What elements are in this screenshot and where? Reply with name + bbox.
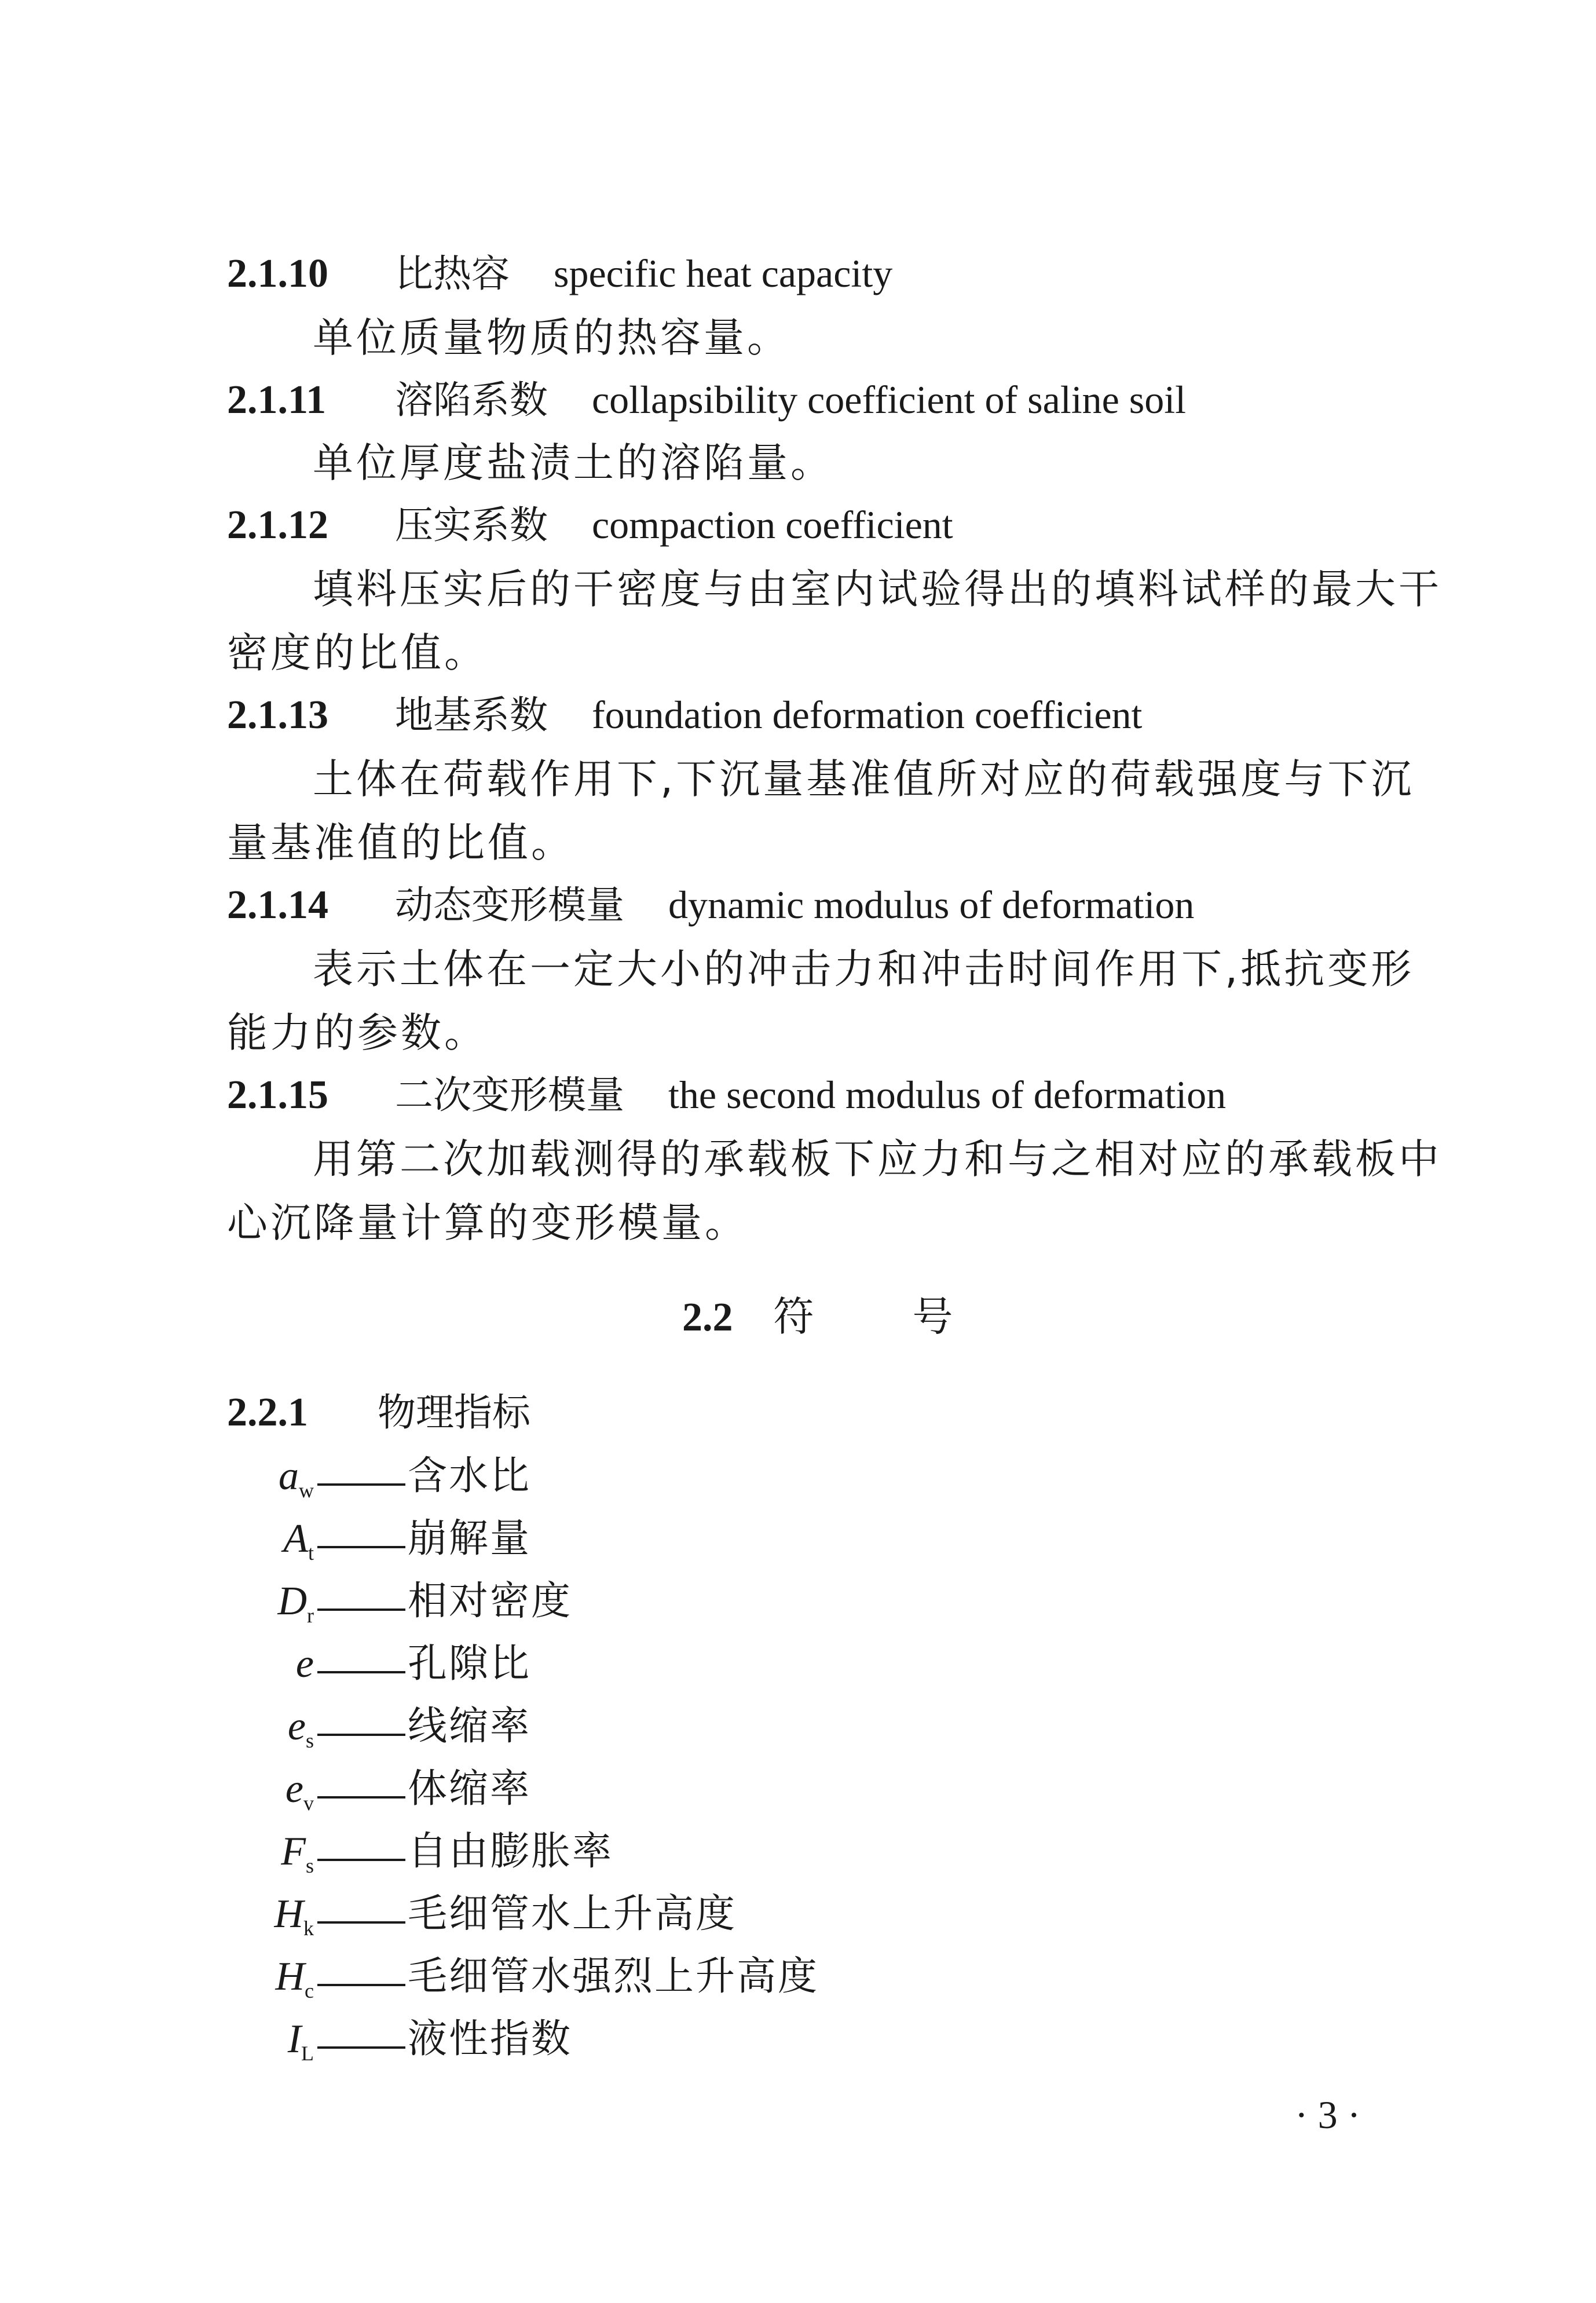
em-dash	[317, 1859, 405, 1861]
em-dash	[317, 1921, 405, 1924]
term-chinese: 比热容	[395, 251, 510, 296]
term-definition: 单位质量物质的热容量。	[313, 314, 790, 361]
em-dash	[317, 1483, 405, 1486]
symbol-definition: 液性指数	[408, 2016, 573, 2062]
em-dash	[317, 1671, 405, 1673]
term-2-1-10-heading	[227, 251, 893, 296]
term-2-1-14-heading	[227, 885, 1194, 926]
symbol: $I_L$	[287, 2017, 314, 2065]
subsection-heading	[227, 1392, 574, 1433]
subsection-number: 2.2.1	[227, 1390, 308, 1435]
term-2-1-11-heading	[227, 380, 1186, 421]
symbol-row	[186, 1641, 532, 1688]
symbol-row	[186, 1516, 532, 1564]
em-dash	[317, 2046, 405, 2049]
term-definition: 土体在荷载作用下,下沉量基准值所对应的荷载强度与下沉	[313, 755, 1415, 803]
symbol-definition: 线缩率	[408, 1704, 532, 1749]
em-dash	[317, 1796, 405, 1798]
symbol-definition: 含水比	[408, 1453, 532, 1499]
symbol: $F_s$	[281, 1829, 314, 1877]
em-dash	[317, 1609, 405, 1611]
term-chinese: 地基系数	[395, 693, 548, 737]
term-definition: 用第二次加载测得的承载板下应力和与之相对应的承载板中	[313, 1135, 1442, 1183]
term-english: compaction coefficient	[592, 503, 953, 547]
em-dash	[317, 1984, 405, 1986]
symbol-definition: 相对密度	[408, 1578, 573, 1624]
page-number: · 3 ·	[1295, 2093, 1361, 2137]
term-number: 2.1.12	[227, 503, 328, 547]
symbol-row	[186, 2016, 573, 2065]
term-definition: 单位厚度盐渍土的溶陷量。	[313, 439, 834, 487]
term-definition: 表示土体在一定大小的冲击力和冲击时间作用下,抵抗变形	[313, 945, 1415, 993]
term-definition-cont: 密度的比值。	[227, 629, 488, 677]
em-dash	[317, 1734, 405, 1736]
section-title: 符号	[773, 1293, 1052, 1340]
term-chinese: 压实系数	[395, 503, 548, 547]
term-number: 2.1.13	[227, 693, 328, 737]
symbol-definition: 毛细管水强烈上升高度	[408, 1954, 819, 1999]
symbol-row	[186, 1706, 531, 1751]
term-definition: 填料压实后的干密度与由室内试验得出的填料试样的最大干	[313, 565, 1442, 613]
symbol-row	[186, 1766, 532, 1815]
term-english: the second modulus of deformation	[668, 1073, 1227, 1117]
term-english: collapsibility coefficient of saline soil	[592, 378, 1187, 422]
symbol-row	[186, 1453, 532, 1502]
term-chinese: 溶陷系数	[395, 378, 548, 422]
term-2-1-15-heading	[227, 1075, 1226, 1116]
symbol: $H_k$	[274, 1892, 314, 1940]
section-number: 2.2	[682, 1295, 733, 1340]
em-dash	[317, 1546, 405, 1548]
subsection-title: 物理指标	[378, 1390, 530, 1435]
term-number: 2.1.11	[227, 378, 327, 422]
term-number: 2.1.14	[227, 883, 328, 927]
term-english: dynamic modulus of deformation	[668, 883, 1195, 927]
term-number: 2.1.10	[227, 251, 328, 296]
symbol-definition: 崩解量	[408, 1516, 532, 1562]
symbol-row	[186, 1578, 573, 1627]
symbol: $a_w$	[279, 1454, 314, 1502]
symbol-definition: 自由膨胀率	[408, 1829, 614, 1874]
symbol: $e_s$	[287, 1704, 314, 1752]
term-english: foundation deformation coefficient	[592, 693, 1143, 737]
symbol-row	[186, 1829, 614, 1877]
term-definition-cont: 心沉降量计算的变形模量。	[227, 1199, 748, 1246]
symbol: e	[295, 1642, 314, 1686]
term-2-1-12-heading	[227, 505, 953, 546]
symbol-row	[186, 1954, 819, 2002]
term-definition-cont: 能力的参数。	[227, 1009, 488, 1057]
term-number: 2.1.15	[227, 1073, 328, 1117]
symbol-row	[186, 1891, 737, 1940]
symbol: $H_c$	[275, 1954, 314, 2002]
term-chinese: 动态变形模量	[395, 883, 624, 927]
symbol: $D_r$	[277, 1579, 314, 1627]
term-2-1-13-heading	[227, 695, 1142, 736]
term-english: specific heat capacity	[554, 251, 893, 295]
symbol-definition: 毛细管水上升高度	[408, 1891, 737, 1937]
symbol: $e_v$	[285, 1767, 314, 1815]
symbol: $A_t$	[283, 1516, 314, 1564]
symbol-definition: 孔隙比	[408, 1641, 532, 1687]
term-definition-cont: 量基准值的比值。	[227, 819, 574, 867]
term-chinese: 二次变形模量	[395, 1073, 624, 1117]
symbol-definition: 体缩率	[408, 1766, 532, 1812]
section-heading	[682, 1293, 1052, 1340]
